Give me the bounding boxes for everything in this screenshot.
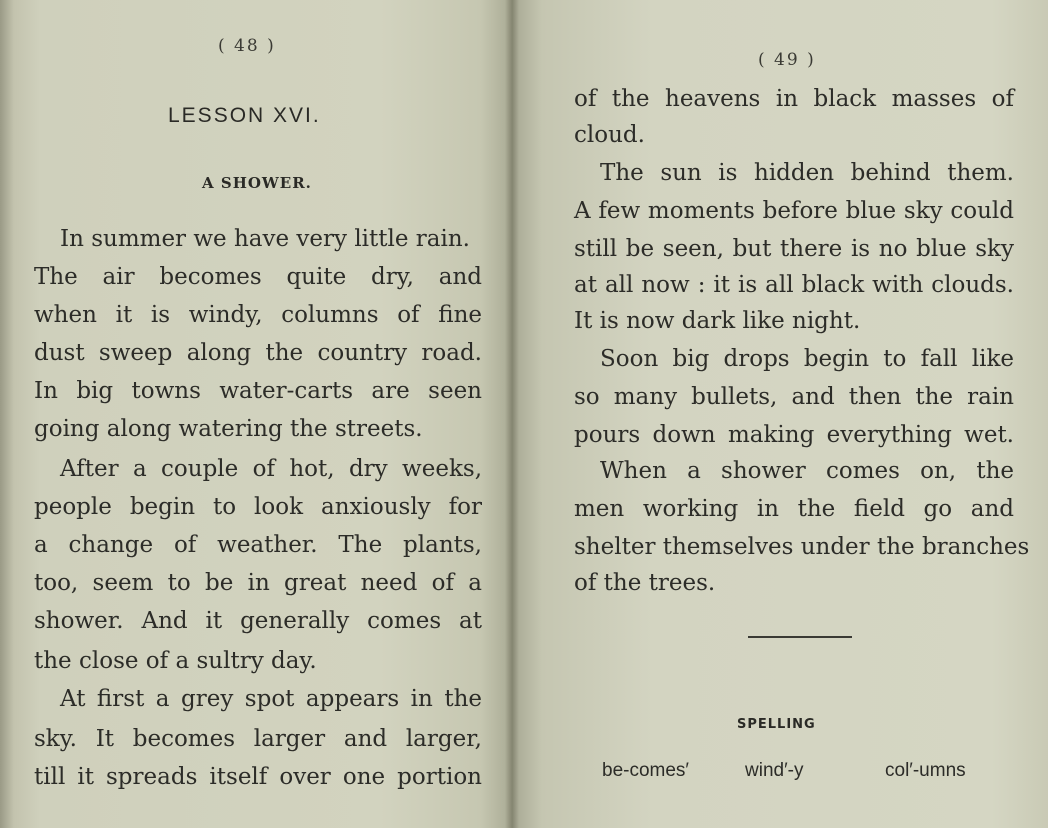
- book-gutter: [505, 0, 519, 828]
- text-line: so many bullets, and then the rain: [574, 384, 1014, 410]
- text-line: At first a grey spot appears in the: [60, 686, 482, 712]
- lesson-title: LESSON XVI.: [168, 104, 321, 127]
- text-line: A few moments before blue sky could: [574, 198, 1014, 224]
- text-line: When a shower comes on, the: [600, 458, 1014, 484]
- spelling-word: be-comes′: [602, 760, 689, 781]
- text-line: men working in the field go and: [574, 496, 1014, 522]
- text-line: pours down making everything wet.: [574, 422, 1014, 448]
- spelling-heading: SPELLING: [737, 717, 816, 732]
- text-line: of the heavens in black masses of: [574, 86, 1014, 112]
- text-line: till it spreads itself over one portion: [34, 764, 482, 790]
- text-line: when it is windy, columns of fine: [34, 302, 482, 328]
- text-line: the close of a sultry day.: [34, 648, 317, 674]
- text-line: at all now : it is all black with clouds.: [574, 272, 1014, 298]
- text-line: cloud.: [574, 122, 645, 148]
- spelling-word: col′-umns: [885, 760, 966, 781]
- text-line: In big towns water-carts are seen: [34, 378, 482, 404]
- text-line: shower. And it generally comes at: [34, 608, 482, 634]
- text-line: It is now dark like night.: [574, 308, 861, 334]
- page-number: ( 49 ): [758, 50, 816, 70]
- text-line: dust sweep along the country road.: [34, 340, 482, 366]
- spelling-list: [602, 760, 1002, 790]
- text-line: too, seem to be in great need of a: [34, 570, 482, 596]
- section-divider: [748, 636, 852, 638]
- right-page: [512, 0, 1048, 828]
- lesson-subtitle: A SHOWER.: [202, 174, 312, 192]
- text-line: going along watering the streets.: [34, 416, 423, 442]
- spelling-word: wind′-y: [745, 760, 804, 781]
- page-number: ( 48 ): [218, 36, 276, 56]
- text-line: sky. It becomes larger and larger,: [34, 726, 482, 752]
- text-line: a change of weather. The plants,: [34, 532, 482, 558]
- text-line: The air becomes quite dry, and: [34, 264, 482, 290]
- text-line: After a couple of hot, dry weeks,: [60, 456, 482, 482]
- text-line: Soon big drops begin to fall like: [600, 346, 1014, 372]
- left-page: [0, 0, 512, 828]
- text-line: The sun is hidden behind them.: [600, 160, 1014, 186]
- text-line: of the trees.: [574, 570, 716, 596]
- text-line: In summer we have very little rain.: [60, 226, 470, 252]
- text-line: people begin to look anxiously for: [34, 494, 482, 520]
- text-line: still be seen, but there is no blue sky: [574, 236, 1014, 262]
- text-line: shelter themselves under the branches: [574, 534, 1030, 560]
